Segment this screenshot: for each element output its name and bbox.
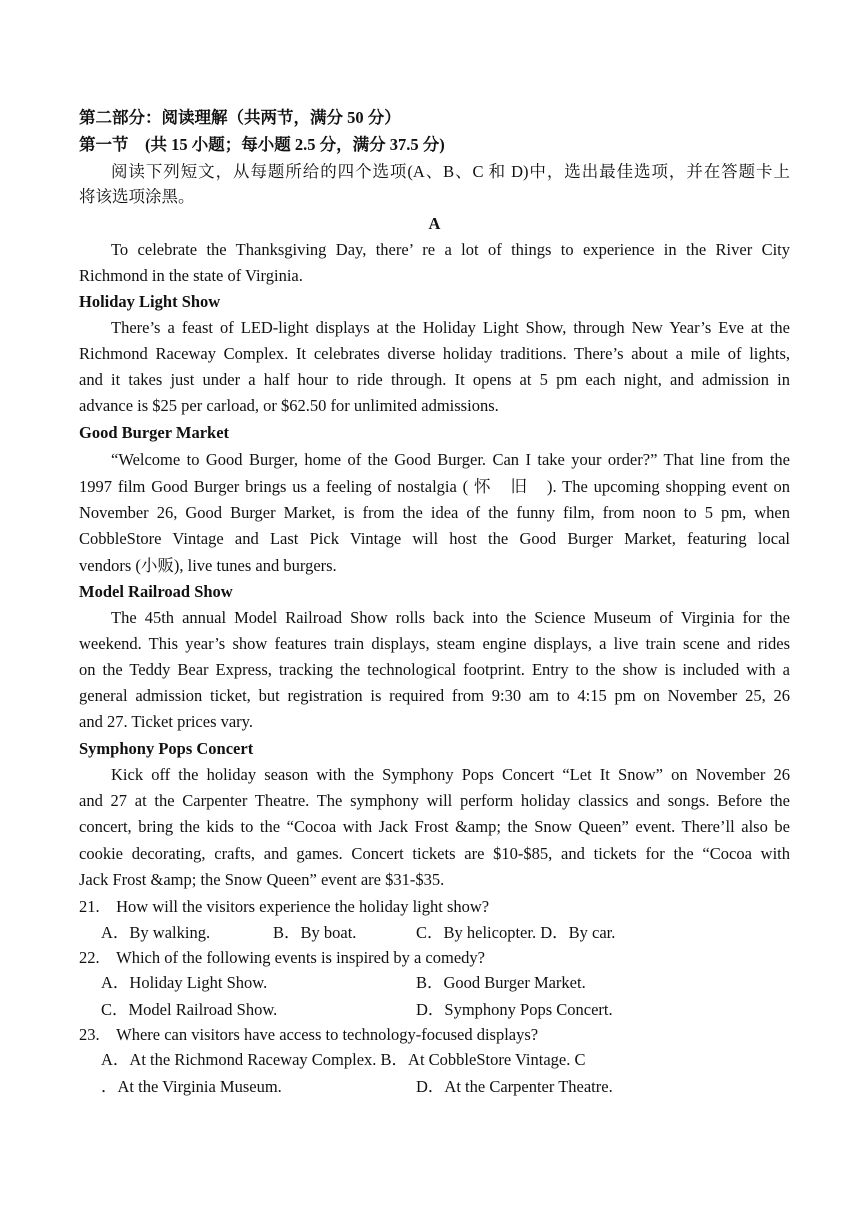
- instruction-line-1: 阅读下列短文，从每题所给的四个选项(A、B、C 和 D)中，选出最佳选项，并在答题卡上: [111, 162, 790, 181]
- intro-line-2: Richmond in the state of Virginia.: [79, 266, 303, 285]
- question-22-option-a[interactable]: A．Holiday Light Show.: [101, 973, 268, 992]
- section-heading-holiday-light-show: Holiday Light Show: [79, 292, 221, 311]
- section-title: 第一节 (共 15 小题；每小题 2.5 分，满分 37.5 分): [79, 135, 445, 154]
- paragraph-line: on the Teddy Bear Express, tracking the technological footprint. Entry to the show is included with a: [79, 660, 790, 679]
- paragraph-line: Kick off the holiday season with the Symphony Pops Concert “Let It Snow” on November 26: [111, 765, 790, 784]
- question-22-stem: 22. Which of the following events is inspired by a comedy?: [79, 948, 485, 967]
- question-21-stem: 21. How will the visitors experience the holiday light show?: [79, 897, 490, 916]
- part-title: 第二部分：阅读理解（共两节，满分 50 分）: [79, 108, 401, 127]
- paragraph-line: 1997 film Good Burger brings us a feeling of nostalgia ( 怀 旧 ). The upcoming shopping event on: [79, 477, 790, 496]
- paragraph-line: cookie decorating, crafts, and games. Concert tickets are $10-$85, and tickets for the “Cocoa with: [79, 844, 790, 863]
- paragraph-line: November 26, Good Burger Market, is from the idea of the funny film, from noon to 5 pm, when: [79, 503, 790, 522]
- section-heading-model-railroad-show: Model Railroad Show: [79, 582, 233, 601]
- question-23-option-a-b-c[interactable]: A．At the Richmond Raceway Complex. B．At CobbleStore Vintage. C: [101, 1050, 586, 1069]
- paragraph-line: and 27. Ticket prices vary.: [79, 712, 253, 731]
- passage-letter: A: [428, 214, 441, 233]
- paragraph-line: Jack Frost &amp; the Snow Queen” event are $31-$35.: [79, 870, 445, 889]
- question-23-option-c-cont[interactable]: ．At the Virginia Museum.: [101, 1077, 282, 1096]
- paragraph-line: advance is $25 per carload, or $62.50 for unlimited admissions.: [79, 396, 499, 415]
- paragraph-line: and 27 at the Carpenter Theatre. The symphony will perform holiday classics and songs. Before the: [79, 791, 790, 810]
- paragraph-line: weekend. This year’s show features train displays, steam engine displays, a live train scene and rides: [79, 634, 790, 653]
- paragraph-line: and it takes just under a half hour to ride through. It opens at 5 pm each night, and admission in: [79, 370, 790, 389]
- instruction-line-2: 将该选项涂黑。: [79, 187, 195, 206]
- section-heading-symphony-pops-concert: Symphony Pops Concert: [79, 739, 254, 758]
- paragraph-line: The 45th annual Model Railroad Show rolls back into the Science Museum of Virginia for the: [111, 608, 790, 627]
- question-23-stem: 23. Where can visitors have access to technology-focused displays?: [79, 1025, 539, 1044]
- question-22-option-d[interactable]: D．Symphony Pops Concert.: [416, 1000, 613, 1019]
- section-heading-good-burger-market: Good Burger Market: [79, 423, 230, 442]
- paragraph-line: There’s a feast of LED-light displays at the Holiday Light Show, through New Year’s Eve at the: [111, 318, 790, 337]
- paragraph-line: vendors (小贩), live tunes and burgers.: [79, 556, 337, 575]
- question-21-option-b[interactable]: B．By boat.: [273, 923, 357, 942]
- paragraph-line: CobbleStore Vintage and Last Pick Vintage will host the Good Burger Market, featuring local: [79, 529, 790, 548]
- paragraph-line: concert, bring the kids to the “Cocoa with Jack Frost &amp; the Snow Queen” event. There’ll also be: [79, 817, 790, 836]
- paragraph-line: general admission ticket, but registration is required from 9:30 am to 4:15 pm on November 25, 26: [79, 686, 790, 705]
- paragraph-line: Richmond Raceway Complex. It celebrates diverse holiday traditions. There’s about a mile of lights,: [79, 344, 790, 363]
- question-23-option-d[interactable]: D．At the Carpenter Theatre.: [416, 1077, 613, 1096]
- paragraph-line: “Welcome to Good Burger, home of the Good Burger. Can I take your order?” That line from the: [111, 450, 790, 469]
- intro-line-1: To celebrate the Thanksgiving Day, there’ re a lot of things to experience in the River City: [111, 240, 790, 259]
- question-21-option-a[interactable]: A．By walking.: [101, 923, 211, 942]
- question-22-option-c[interactable]: C．Model Railroad Show.: [101, 1000, 278, 1019]
- question-21-option-c-d[interactable]: C．By helicopter. D．By car.: [416, 923, 616, 942]
- question-22-option-b[interactable]: B．Good Burger Market.: [416, 973, 586, 992]
